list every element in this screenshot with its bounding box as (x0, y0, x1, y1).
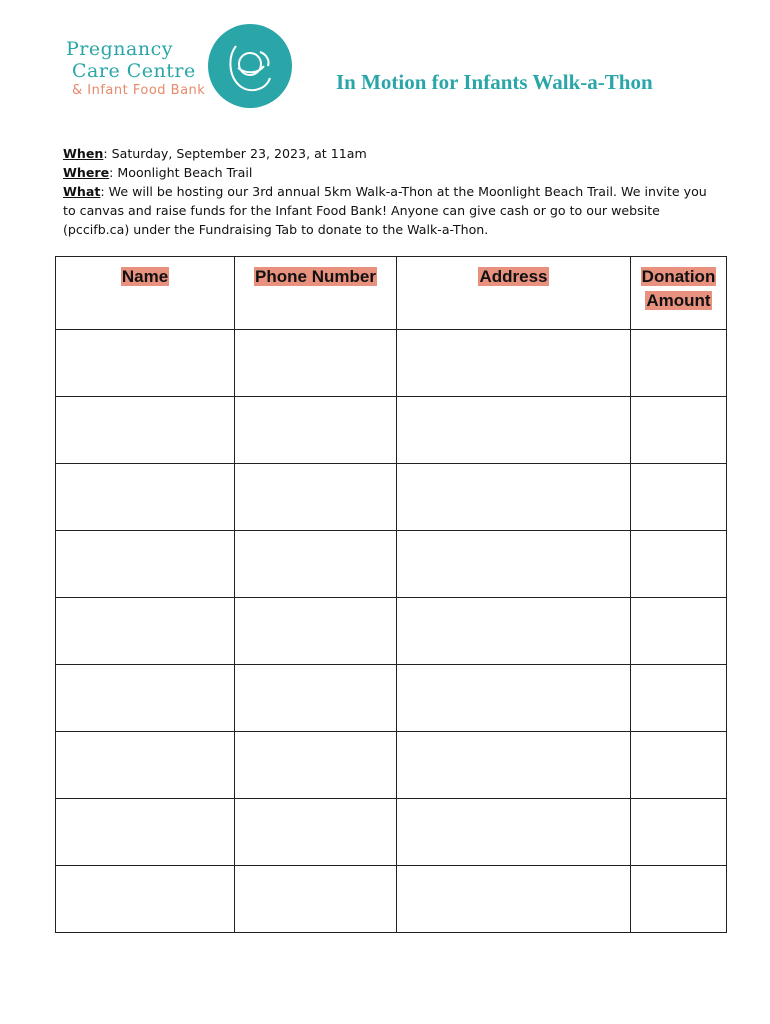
donation-cell[interactable] (631, 330, 727, 397)
address-cell[interactable] (397, 665, 631, 732)
where-label: Where (63, 165, 110, 180)
where-value: : Moonlight Beach Trail (109, 165, 253, 180)
logo-line-1: Pregnancy (66, 38, 173, 60)
donation-cell[interactable] (631, 531, 727, 598)
address-cell[interactable] (397, 330, 631, 397)
table-row (56, 665, 727, 732)
address-cell[interactable] (397, 598, 631, 665)
event-title: In Motion for Infants Walk-a-Thon (336, 70, 653, 94)
name-cell[interactable] (56, 866, 235, 933)
address-cell[interactable] (397, 464, 631, 531)
phone-cell[interactable] (235, 531, 397, 598)
name-cell[interactable] (56, 598, 235, 665)
address-cell[interactable] (397, 799, 631, 866)
organization-logo (66, 24, 296, 114)
table-row (56, 799, 727, 866)
logo-line-3: & Infant Food Bank (72, 83, 206, 98)
table-row (56, 330, 727, 397)
phone-cell[interactable] (235, 464, 397, 531)
name-cell[interactable] (56, 397, 235, 464)
phone-cell[interactable] (235, 866, 397, 933)
header-phone-label: Phone Number (255, 267, 376, 286)
where-line (63, 163, 713, 182)
phone-cell[interactable] (235, 397, 397, 464)
donation-cell[interactable] (631, 598, 727, 665)
phone-cell[interactable] (235, 799, 397, 866)
header-donation-label: Donation (641, 267, 716, 286)
what-value: : We will be hosting our 3rd annual 5km Walk-a-Thon at the Moonlight Beach Trail. We invite you to canvas and raise funds for the Infant Food Bank! Anyone can give cash or go to our website (pccifb.ca) under the Fundraising Tab to donate to the Walk-a-Thon. (63, 184, 707, 237)
donation-cell[interactable] (631, 866, 727, 933)
name-cell[interactable] (56, 732, 235, 799)
phone-cell[interactable] (235, 665, 397, 732)
donation-cell[interactable] (631, 464, 727, 531)
phone-cell[interactable] (235, 330, 397, 397)
phone-cell[interactable] (235, 598, 397, 665)
donation-cell[interactable] (631, 665, 727, 732)
what-line (63, 182, 713, 239)
header-phone (235, 257, 397, 330)
name-cell[interactable] (56, 330, 235, 397)
address-cell[interactable] (397, 866, 631, 933)
what-label: What (63, 184, 101, 199)
when-line (63, 144, 713, 163)
name-cell[interactable] (56, 665, 235, 732)
phone-cell[interactable] (235, 732, 397, 799)
header-address (397, 257, 631, 330)
header-name (56, 257, 235, 330)
logo-emblem-icon (208, 24, 292, 108)
address-cell[interactable] (397, 531, 631, 598)
name-cell[interactable] (56, 799, 235, 866)
table-row (56, 866, 727, 933)
name-cell[interactable] (56, 464, 235, 531)
name-cell[interactable] (56, 531, 235, 598)
header-amount-label: Amount (646, 291, 711, 310)
table-row (56, 397, 727, 464)
donation-cell[interactable] (631, 799, 727, 866)
address-cell[interactable] (397, 397, 631, 464)
table-row (56, 464, 727, 531)
header-donation-amount (631, 257, 727, 330)
table-header-row (56, 257, 727, 330)
donation-cell[interactable] (631, 397, 727, 464)
table-row (56, 732, 727, 799)
logo-text (66, 38, 205, 100)
when-value: : Saturday, September 23, 2023, at 11am (103, 146, 367, 161)
when-label: When (63, 146, 104, 161)
logo-line-2: Care Centre (72, 60, 196, 82)
table-row (56, 531, 727, 598)
donation-cell[interactable] (631, 732, 727, 799)
donation-sheet-table (55, 256, 727, 933)
address-cell[interactable] (397, 732, 631, 799)
event-info (63, 144, 713, 239)
header-address-label: Address (479, 267, 548, 286)
table-row (56, 598, 727, 665)
header-name-label: Name (121, 267, 169, 286)
